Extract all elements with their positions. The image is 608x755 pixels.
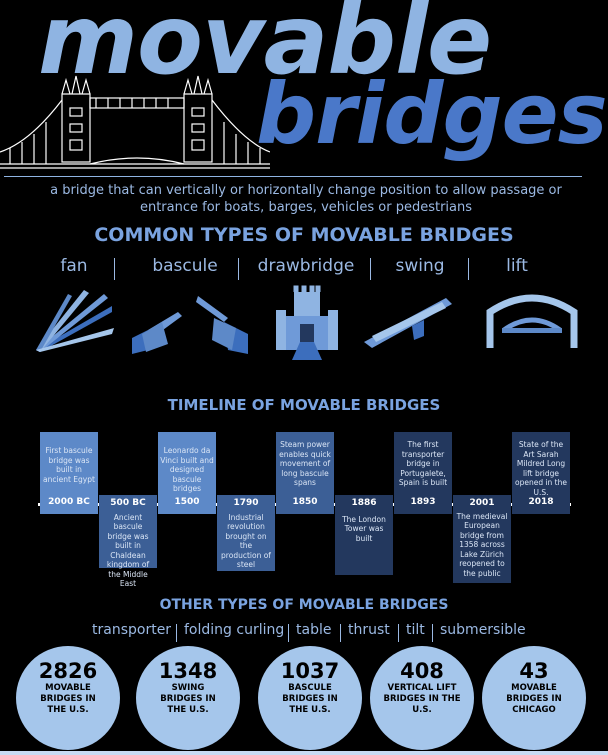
timeline-year: 1886 [351,498,377,508]
timeline-card [217,495,275,571]
common-types-list [0,256,608,280]
drawbridge-castle-icon [274,284,340,362]
type-lift: lift [506,256,528,276]
type-separator [238,258,239,280]
stat-number: 408 [400,659,444,683]
type-drawbridge: drawbridge [257,256,355,276]
stat-label: VERTICAL LIFT BRIDGES IN THE U.S. [383,683,461,715]
type-separator [114,258,115,280]
other-types-list [0,622,608,644]
fan-bridge-icon [34,288,114,354]
timeline-year: 1790 [233,498,259,508]
other-type-separator [288,624,289,642]
stat-number: 1348 [158,659,218,683]
bascule-bridge-icon [128,294,252,358]
tower-bridge-icon [0,72,270,176]
other-types-heading: OTHER TYPES OF MOVABLE BRIDGES [159,597,449,613]
timeline-year: 2018 [528,497,554,507]
type-swing: swing [395,256,445,276]
timeline-card [99,495,157,588]
stat-circle [482,646,586,750]
other-type-separator [432,624,433,642]
timeline-card [335,495,393,575]
other-type-table: table [296,622,332,638]
timeline-event-text: First bascule bridge was built in ancient Egypt [43,446,95,484]
other-type-submersible: submersible [440,622,526,638]
definition-text: a bridge that can vertically or horizontally change position to allow passage or entrance for boats, barges, vehicles or pedestrians [50,183,562,215]
timeline-year: 1500 [174,497,200,507]
other-type-tilt: tilt [406,622,425,638]
timeline-event-text: Leonardo da Vinci built and designed bascule bridges [160,446,214,493]
timeline-event-text: Steam power enables quick movement of long bascule spans [279,440,331,487]
timeline-year: 1850 [292,497,318,507]
stat-label: MOVABLE BRIDGES IN THE U.S. [40,683,96,715]
common-types-heading: COMMON TYPES OF MOVABLE BRIDGES [94,224,514,246]
timeline-year: 2001 [469,498,495,508]
stat-label: MOVABLE BRIDGES IN CHICAGO [506,683,562,715]
type-separator [468,258,469,280]
timeline-year: 1893 [410,497,436,507]
other-type-thrust: thrust [348,622,390,638]
timeline-card [453,495,511,583]
stat-label: BASCULE BRIDGES IN THE U.S. [282,683,338,715]
other-type-separator [176,624,177,642]
swing-bridge-icon [362,296,454,348]
stat-label: SWING BRIDGES IN THE U.S. [160,683,216,715]
timeline-event-text: The first transporter bridge in Portugalete, Spain is built [398,440,448,487]
type-bascule: bascule [152,256,218,276]
stat-number: 1037 [280,659,340,683]
stat-number: 43 [519,659,549,683]
title-bridges: bridges [256,65,607,163]
other-type-separator [398,624,399,642]
stat-number: 2826 [38,659,98,683]
other-type-separator [340,624,341,642]
type-separator [370,258,371,280]
lift-bridge-icon [484,290,580,350]
stat-circle [258,646,362,750]
title-movable: movable [38,0,492,96]
timeline-year: 500 BC [110,498,146,508]
stat-circle [370,646,474,750]
timeline-event-text: The medieval European bridge from 1358 across Lake Zürich reopened to the public [456,511,508,578]
timeline-event-text: The London Tower was built [342,514,386,543]
type-fan: fan [60,256,88,276]
timeline-event-text: Ancient bascule bridge was built in Chaldean kingdom of the Middle East [106,512,150,588]
stat-circle [16,646,120,750]
timeline-year: 2000 BC [48,497,90,507]
other-type-transporter: transporter [92,622,172,638]
footer-bar [0,751,608,755]
timeline-heading: TIMELINE OF MOVABLE BRIDGES [167,396,441,414]
timeline-event-text: Industrial revolution brought on the production of steel [221,512,271,569]
timeline-event-text: State of the Art Sarah Mildred Long lift bridge opened in the U.S. [514,440,567,497]
header-divider [4,176,582,177]
stat-circle [136,646,240,750]
other-type-folding-curling: folding curling [184,622,285,638]
